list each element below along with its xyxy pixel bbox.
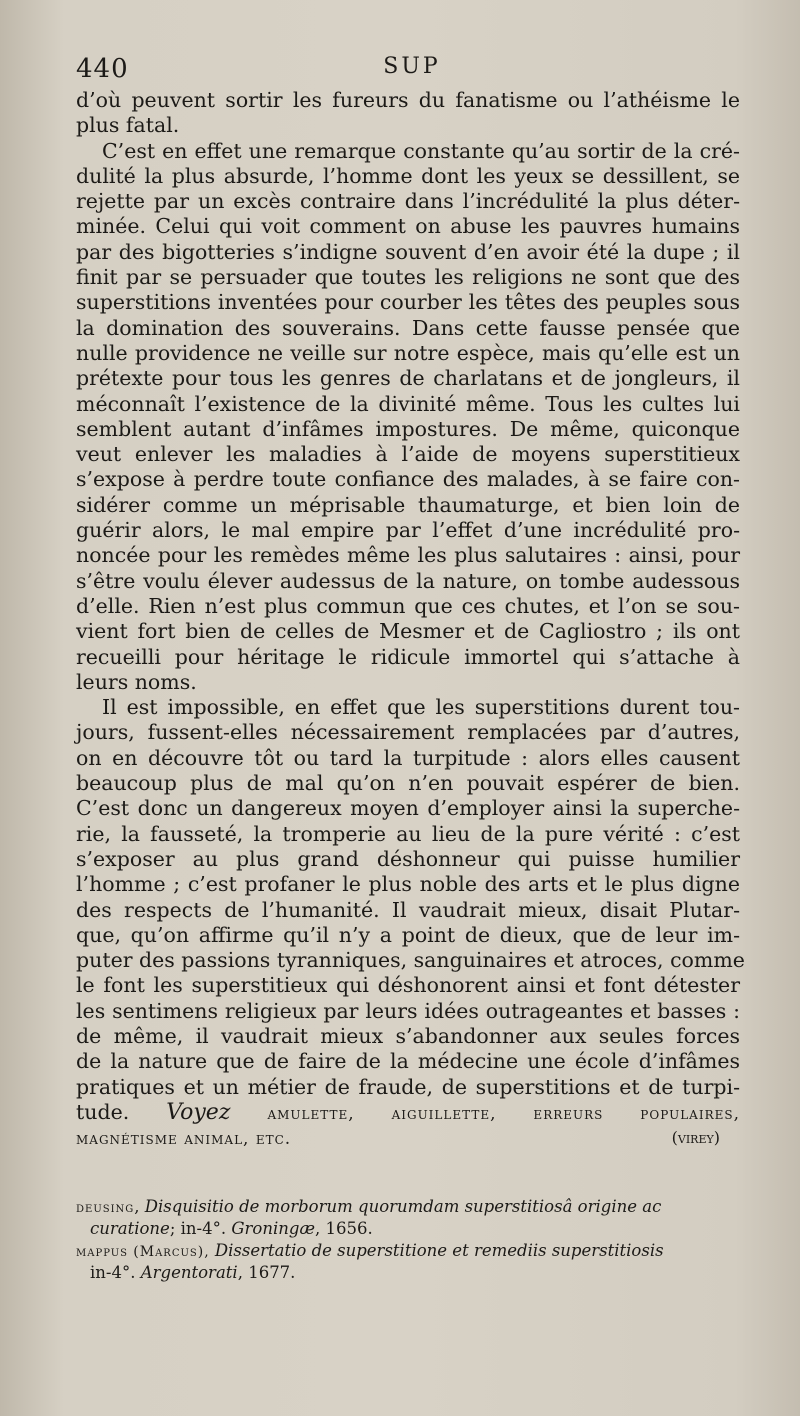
ref-format: in-4°. <box>90 1263 136 1282</box>
text-line: dulité la plus absurde, l’homme dont les yeux se dessillent, se <box>76 163 740 188</box>
text-line: C’est en effet une remarque constante qu’au sortir de la cré- <box>102 138 740 163</box>
page-number: 440 <box>76 54 129 84</box>
text-line: finit par se persuader que toutes les religions ne sont que des <box>76 265 740 290</box>
bibliography-entry <box>76 1240 744 1262</box>
text-line: guérir alors, le mal empire par l’effet d’une incrédulité pro- <box>76 518 740 543</box>
text-line: de la nature que de faire de la médecine une école d’infâmes <box>76 1049 740 1074</box>
ref-place: Groningæ <box>231 1219 315 1238</box>
text-line: sidérer comme un méprisable thaumaturge, et bien loin de <box>76 492 740 517</box>
text-line: pratiques et un métier de fraude, de superstitions et de turpi- <box>76 1074 740 1099</box>
text-line: par des bigotteries s’indigne souvent d’en avoir été la dupe ; il <box>76 239 740 264</box>
text-line: méconnaît l’existence de la divinité même. Tous les cultes lui <box>76 391 740 416</box>
running-head: SUP <box>383 54 441 79</box>
ref-year: , 1677. <box>237 1263 296 1282</box>
bibliography <box>76 1196 744 1284</box>
text-line: recueilli pour héritage le ridicule immortel qui s’attache à <box>76 644 740 669</box>
author-signature: (virey) <box>671 1128 720 1148</box>
body-text <box>76 88 745 1150</box>
text-line: s’être voulu élever audessus de la nature, on tombe audessous <box>76 568 740 593</box>
see-also-line-2 <box>76 1125 740 1150</box>
text-line: vient fort bien de celles de Mesmer et de Cagliostro ; ils ont <box>76 619 740 644</box>
text-line: des respects de l’humanité. Il vaudrait mieux, disait Plutar- <box>76 897 740 922</box>
ref-title-cont: curatione <box>90 1219 170 1238</box>
text-line: prétexte pour tous les genres de charlatans et de jongleurs, il <box>76 366 740 391</box>
text-line: l’homme ; c’est profaner le plus noble des arts et le plus digne <box>76 872 740 897</box>
ref-format: ; in-4°. <box>169 1219 227 1238</box>
bibliography-entry-cont <box>76 1262 744 1284</box>
text-line: de même, il vaudrait mieux s’abandonner aux seules forces <box>76 1023 740 1048</box>
text-line: minée. Celui qui voit comment on abuse les pauvres humains <box>76 214 740 239</box>
closing-word: tude. <box>76 1099 130 1124</box>
text-line: veut enlever les maladies à l’aide de moyens superstitieux <box>76 442 740 467</box>
text-line: leurs noms. <box>76 669 197 694</box>
text-line: plus fatal. <box>76 113 180 138</box>
text-line: noncée pour les remèdes même les plus salutaires : ainsi, pour <box>76 543 740 568</box>
text-line: semblent autant d’infâmes impostures. De même, quiconque <box>76 416 740 441</box>
ref-author: mappus <box>76 1244 129 1260</box>
voyez-word: Voyez <box>166 1099 231 1125</box>
ref-author: deusing <box>76 1200 135 1216</box>
text-line: jours, fussent-elles nécessairement remplacées par d’autres, <box>76 720 740 745</box>
text-line: le font les superstitieux qui déshonorent ainsi et font détester <box>76 973 740 998</box>
text-line: Il est impossible, en effet que les superstitions durent tou- <box>102 695 740 720</box>
cross-references: magnétisme animal, etc. <box>76 1129 292 1150</box>
ref-title: Dissertatio de superstitione et remediis superstitiosis <box>214 1241 664 1260</box>
text-line: rie, la fausseté, la tromperie au lieu de la pure vérité : c’est <box>76 821 740 846</box>
text-line: d’où peuvent sortir les fureurs du fanatisme ou l’athéisme le <box>76 88 740 112</box>
ref-title: Disquisitio de morborum quorumdam superstitiosâ origine ac <box>144 1197 662 1216</box>
text-line: que, qu’on affirme qu’il n’y a point de dieux, que de leur im- <box>76 922 740 947</box>
page-header <box>76 54 748 88</box>
text-line: rejette par un excès contraire dans l’incrédulité la plus déter- <box>76 189 740 214</box>
text-line: beaucoup plus de mal qu’on n’en pouvait espérer de bien. <box>76 771 740 796</box>
text-line: nulle providence ne veille sur notre espèce, mais qu’elle est un <box>76 340 740 365</box>
text-line: C’est donc un dangereux moyen d’employer ainsi la superche- <box>76 796 740 821</box>
text-line: s’expose à perdre toute confiance des malades, à se faire con- <box>76 467 740 492</box>
cross-references: amulette, aiguillette, erreurs populaires, <box>267 1103 740 1124</box>
text-line: s’exposer au plus grand déshonneur qui puisse humilier <box>76 846 740 871</box>
text-line: superstitions inventées pour courber les têtes des peuples sous <box>76 290 740 315</box>
see-also-line <box>76 1100 740 1125</box>
bibliography-entry-cont <box>76 1218 744 1240</box>
text-line: on en découvre tôt ou tard la turpitude : alors elles causent <box>76 745 740 770</box>
ref-author-first-name: (Marcus), <box>133 1244 210 1260</box>
text-line: puter des passions tyranniques, sanguinaires et atroces, comme <box>76 948 745 973</box>
ref-year: , 1656. <box>314 1219 373 1238</box>
text-line: d’elle. Rien n’est plus commun que ces chutes, et l’on se sou- <box>76 593 740 618</box>
ref-place: Argentorati <box>140 1263 238 1282</box>
text-line: les sentimens religieux par leurs idées outrageantes et basses : <box>76 998 740 1023</box>
text-line: la domination des souverains. Dans cette fausse pensée que <box>76 315 740 340</box>
bibliography-entry: deusing, Disquisitio de morborum quorumdam superstitiosâ origine ac <box>76 1197 662 1216</box>
